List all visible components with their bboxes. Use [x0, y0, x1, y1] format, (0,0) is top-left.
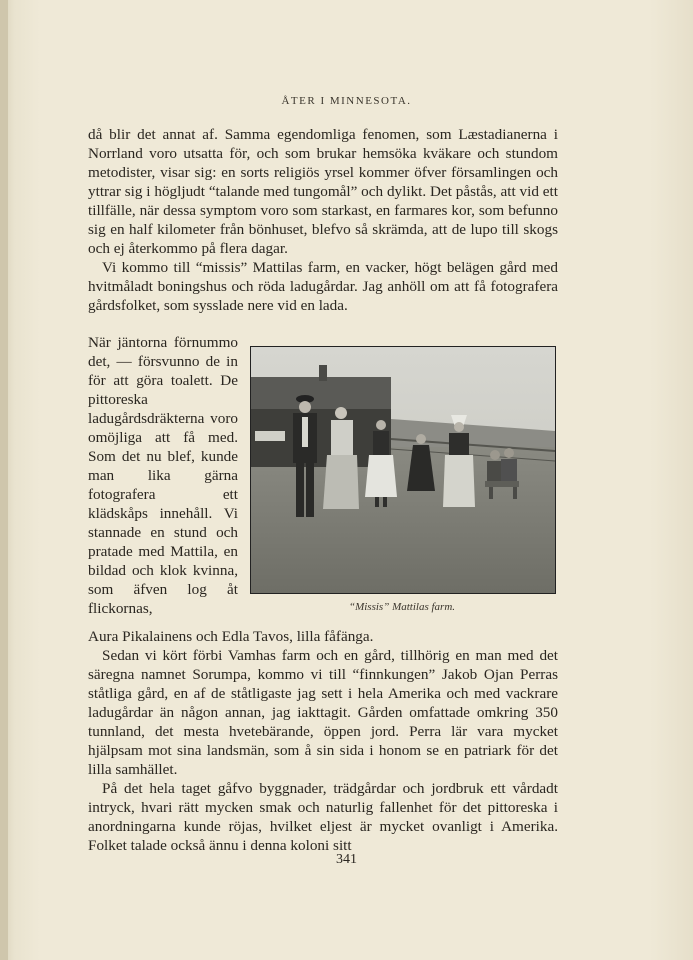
paragraph-2-end: Aura Pikalainens och Edla Tavos, lilla fåfänga. [88, 628, 374, 645]
farm-photo-illustration [251, 347, 555, 593]
wrapped-text: När jäntorna förnummo det, — försvunno de in för att göra toalett. De pittoreska ladugårdsdräkterna voro omöjliga att få med. Som det nu blef, kunde man lika gärna fotografera ett klädskåps innehåll. Vi stannade en stund och pratade med Mattila, en bildad och klok kvinna, som äfven log åt flickornas, [88, 334, 238, 617]
page-number: 341 [336, 852, 357, 867]
paragraph-1: då blir det annat af. Samma egendomliga fenomen, som Læstadianerna i Norrland voro utsatta för, och som brukar hemsöka kväkare och stundom metodister, visar sig: en sorts religiös yrsel kommer öfver församlingen och yttrar sig i högljudt “talande med tungomål” och dylikt. Det påstås, att vid ett tillfälle, när dessa symptom voro som starkast, en farmares kor, som befunno sig en half kilometer från bönhuset, blefvo så skrämda, att de lupo till skogs och ej återkommo på flera dagar. [88, 126, 558, 257]
running-header: ÅTER I MINNESOTA. [281, 95, 412, 107]
paragraph-3: Sedan vi kört förbi Vamhas farm och en gård, tillhörig en man med det säregna namnet Sorumpa, kommo vi till “finnkungen” Jakob Ojan Perras ståtliga gård, en af de ståtligaste jag sett i hela Amerika och med vackrare ladugårdar än någon annan, jag iakttagit. Gården omfattade omkring 350 tunnland, det mesta hvetebärande, öppen jord. Perra lär vara mycket hjälpsam mot sina landsmän, som å sin sida i honom se en patriark för det lilla samhället. [88, 647, 558, 778]
photo-caption: “Missis” Mattilas farm. [348, 601, 456, 613]
text-block-bottom [88, 627, 558, 855]
text-block-top [88, 125, 558, 315]
farm-photograph [250, 346, 556, 594]
paragraph-2: Vi kommo till “missis” Mattilas farm, en vacker, högt belägen gård med hvitmåladt boningshus och röda ladugårdar. Jag anhöll om att få fotografera gårdsfolket, som sysslade nere vid en lada. [88, 259, 558, 314]
paragraph-4: På det hela taget gåfvo byggnader, trädgårdar och jordbruk ett vårdadt intryck, hvari rätt mycken smak och naturlig fallenhet för det pittoreska i anordningarna kunde röjas, hvilket eljest är mycket ovanligt i Amerika. Folket talade också ännu i denna koloni sitt [88, 780, 558, 854]
page-spine [0, 0, 8, 960]
